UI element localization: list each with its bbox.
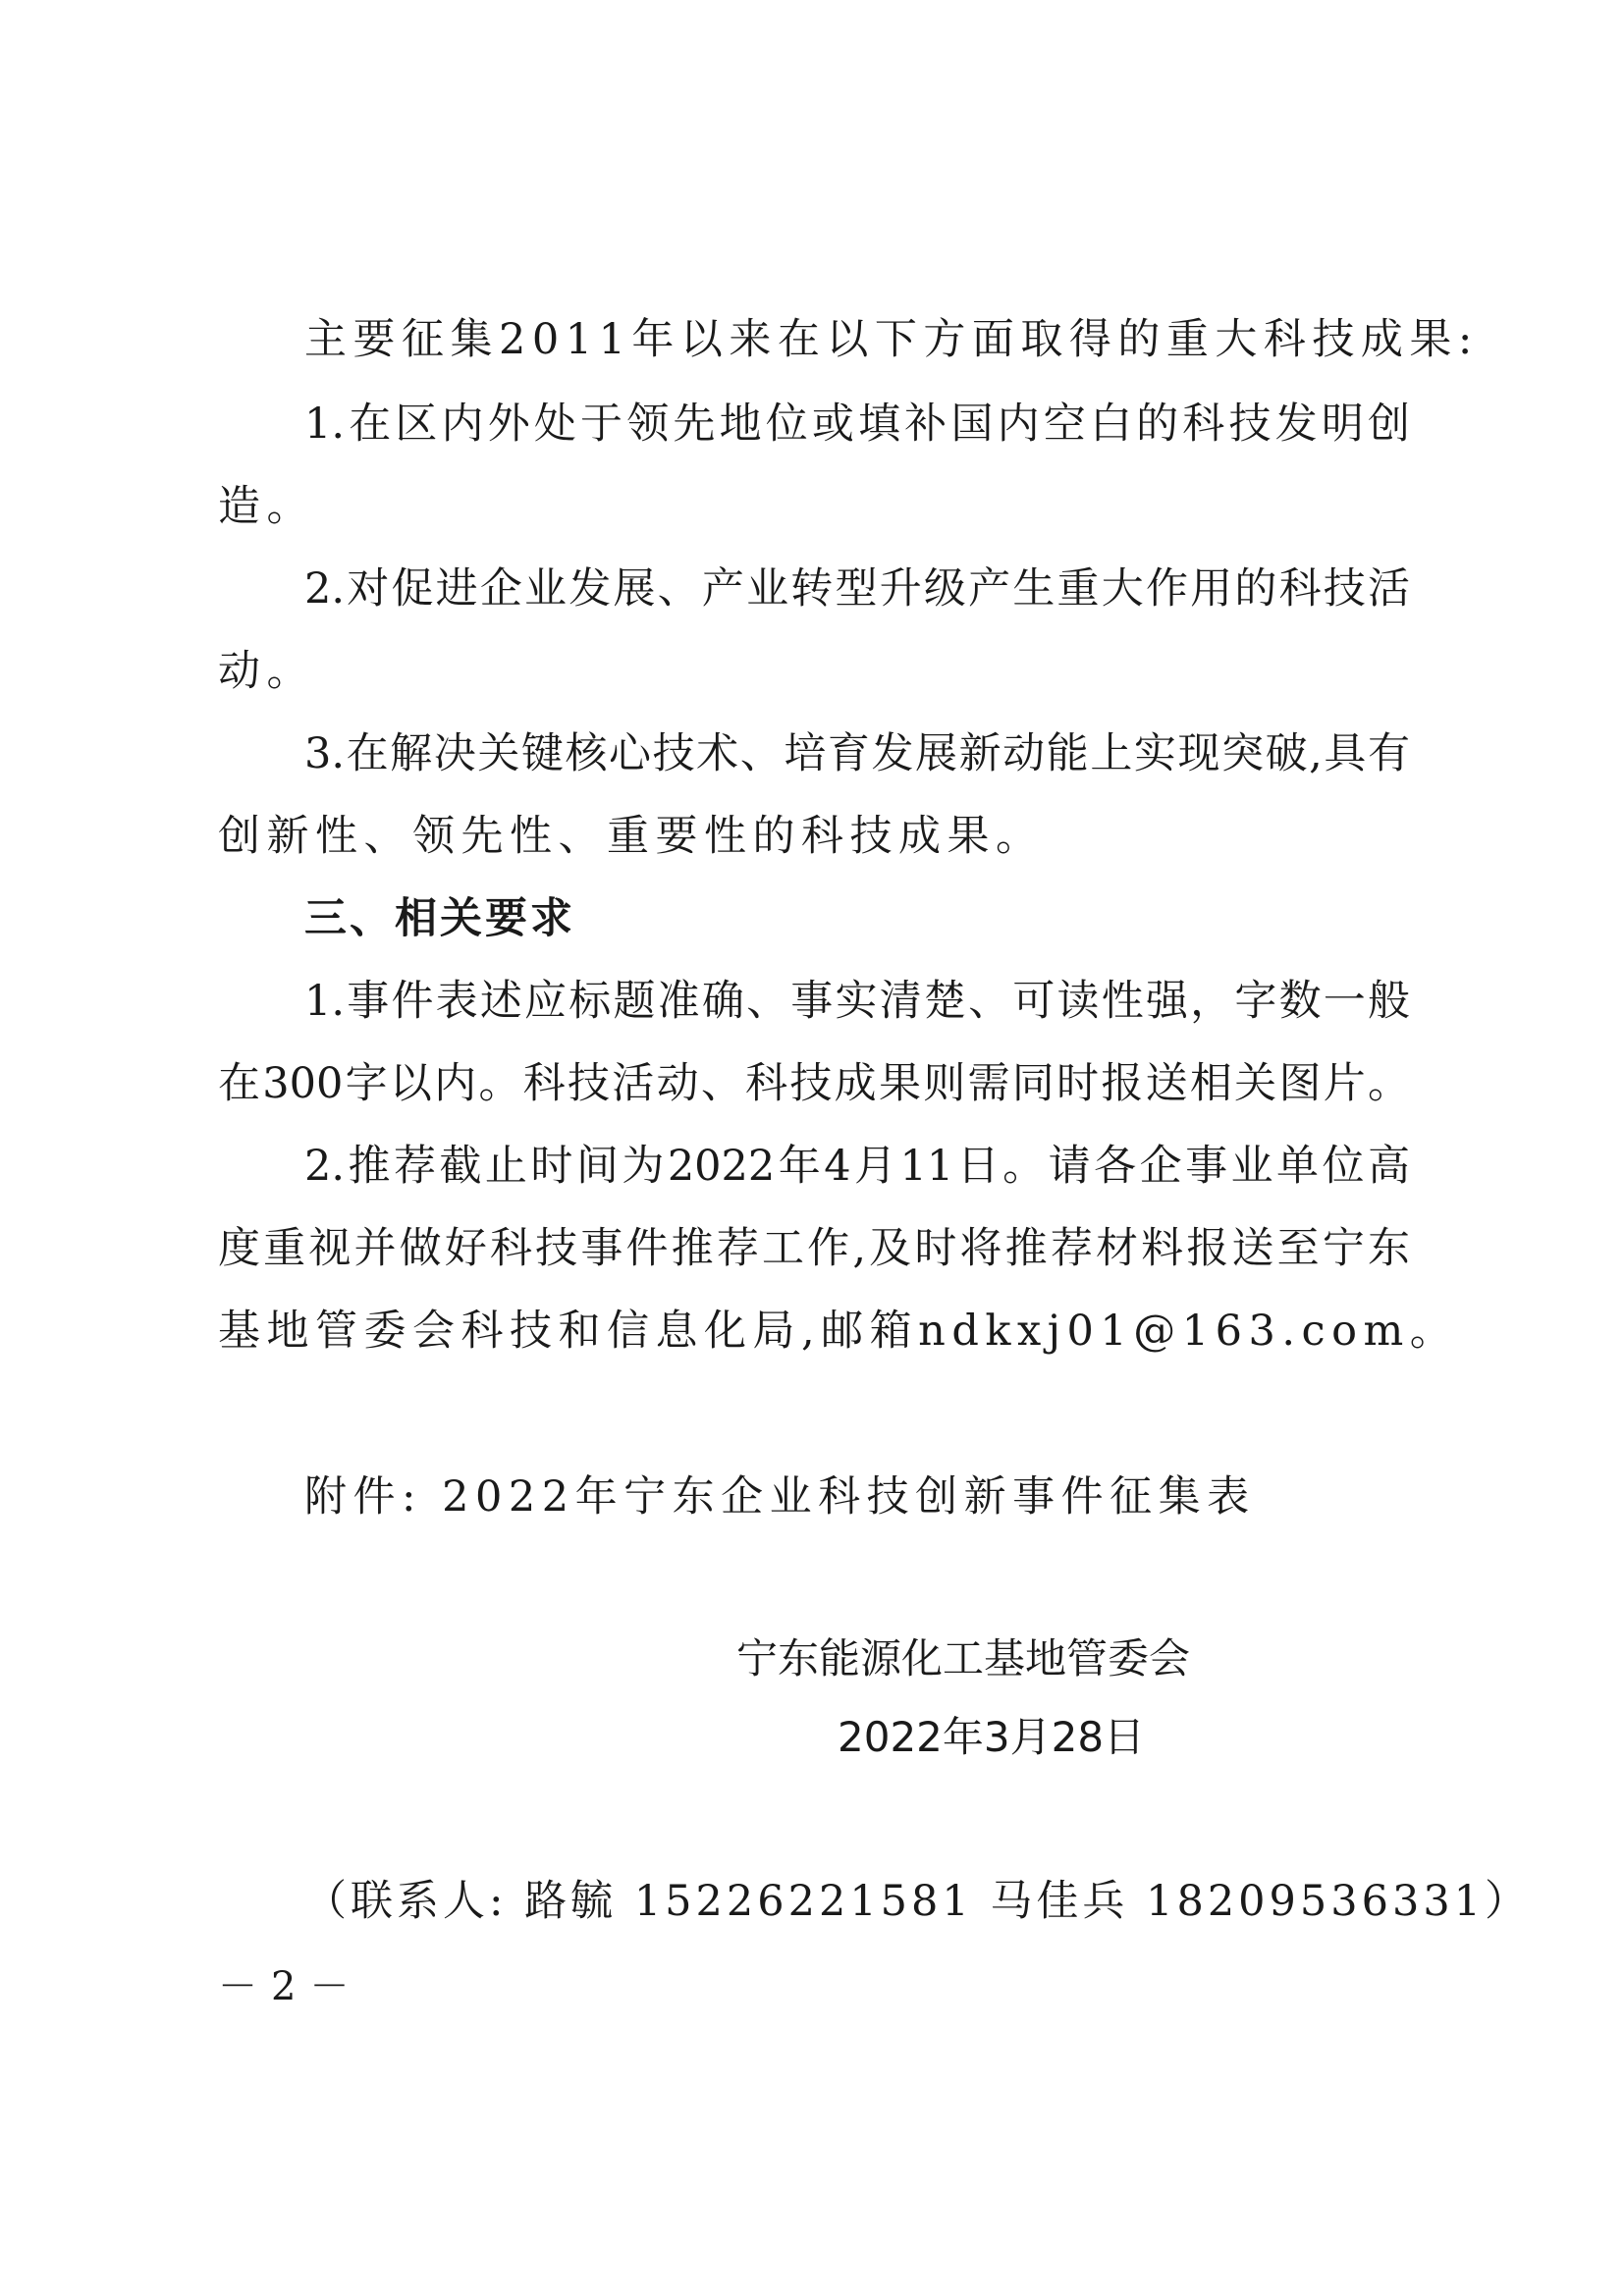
attachment-line: 附件: 2022年宁东企业科技创新事件征集表 <box>304 1472 1256 1522</box>
item-2-line-2: 动。 <box>218 647 315 696</box>
requirement-2-line-3: 基地管委会科技和信息化局,邮箱ndkxj01@163.com。 <box>218 1307 1459 1356</box>
contact-line: （联系人: 路毓 15226221581 马佳兵 18209536331） <box>304 1877 1532 1926</box>
item-3-line-1: 3.在解决关键核心技术、培育发展新动能上实现突破,具有 <box>304 729 1410 778</box>
requirement-1-line-1: 1.事件表述应标题准确、事实清楚、可读性强，字数一般 <box>304 977 1410 1026</box>
item-1-line-1: 1.在区内外处于领先地位或填补国内空白的科技发明创 <box>304 400 1410 449</box>
intro-paragraph: 主要征集2011年以来在以下方面取得的重大科技成果: <box>304 315 1479 364</box>
requirement-2-line-2: 度重视并做好科技事件推荐工作,及时将推荐材料报送至宁东 <box>218 1224 1410 1273</box>
signer-date: 2022年3月28日 <box>838 1713 1146 1761</box>
page-number: －2－ <box>218 1964 363 2009</box>
item-2-line-1: 2.对促进企业发展、产业转型升级产生重大作用的科技活 <box>304 564 1410 614</box>
section-heading: 三、相关要求 <box>304 894 575 943</box>
item-3-line-2: 创新性、领先性、重要性的科技成果。 <box>218 812 1045 861</box>
requirement-1-line-2: 在300字以内。科技活动、科技成果则需同时报送相关图片。 <box>218 1059 1410 1108</box>
requirement-2-line-1: 2.推荐截止时间为2022年4月11日。请各企事业单位高 <box>304 1142 1410 1191</box>
signer-organization: 宁东能源化工基地管委会 <box>736 1634 1191 1682</box>
item-1-line-2: 造。 <box>218 482 315 531</box>
